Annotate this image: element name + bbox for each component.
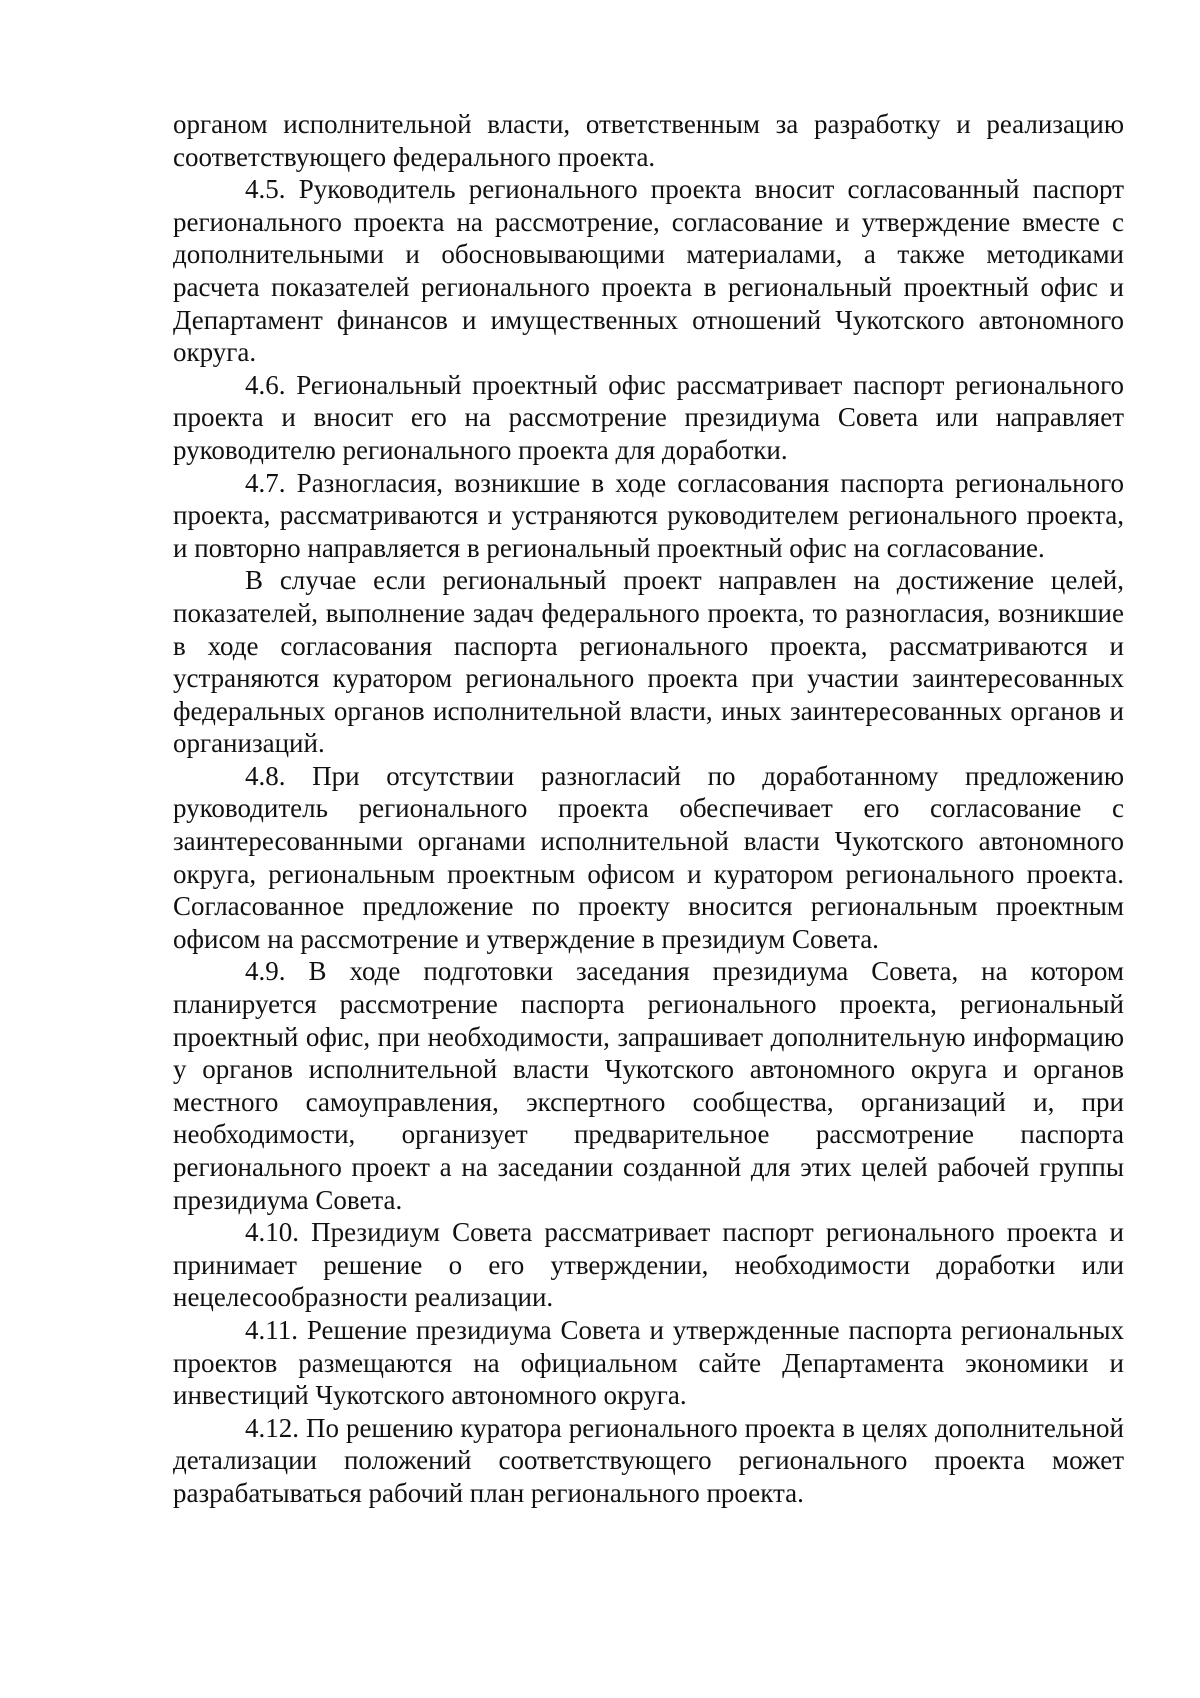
paragraph-continuation: органом исполнительной власти, ответственным за разработку и реализацию соответствующего федерального проекта.: [173, 109, 1124, 172]
paragraph-4-7-disagreement: В случае если региональный проект направлен на достижение целей, показателей, выполнение задач федерального проекта, то разногласия, возникшие в ходе согласования паспорта регионального проекта, рассматриваются и устраняются куратором регионального проекта при участии заинтересованных федеральных органов исполнительной власти, иных заинтересованных органов и организаций.: [173, 565, 1124, 759]
paragraph-4-10: 4.10. Президиум Совета рассматривает паспорт регионального проекта и принимает решение о его утверждении, необходимости доработки или нецелесообразности реализации.: [173, 1217, 1124, 1313]
paragraph-4-12: 4.12. По решению куратора регионального проекта в целях дополнительной детализации положений соответствующего регионального проекта может разрабатываться рабочий план регионального проекта.: [173, 1412, 1124, 1508]
paragraph-4-5: 4.5. Руководитель регионального проекта вносит согласованный паспорт регионального проекта на рассмотрение, согласование и утверждение вместе с дополнительными и обосновывающими материалами, а также методиками расчета показателей регионального проекта в региональный проектный офис и Департамент финансов и имущественных отношений Чукотского автономного округа.: [173, 174, 1124, 368]
document-page: [173, 108, 1124, 1510]
paragraph-4-11: 4.11. Решение президиума Совета и утвержденные паспорта региональных проектов размещаются на официальном сайте Департамента экономики и инвестиций Чукотского автономного округа.: [173, 1314, 1124, 1411]
paragraph-4-7: 4.7. Разногласия, возникшие в ходе согласования паспорта регионального проекта, рассматриваются и устраняются руководителем регионального проекта, и повторно направляется в региональный проектный офис на согласование.: [173, 467, 1124, 563]
paragraph-4-8: 4.8. При отсутствии разногласий по доработанному предложению руководитель регионального проекта обеспечивает его согласование с заинтересованными органами исполнительной власти Чукотского автономного округа, региональным проектным офисом и куратором регионального проекта. Согласованное предложение по проекту вносится региональным проектным офисом на рассмотрение и утверждение в президиум Совета.: [173, 760, 1124, 954]
paragraph-4-9: 4.9. В ходе подготовки заседания президиума Совета, на котором планируется рассмотрение паспорта регионального проекта, региональный проектный офис, при необходимости, запрашивает дополнительную информацию у органов исполнительной власти Чукотского автономного округа и органов местного самоуправления, экспертного сообщества, организаций и, при необходимости, организует предварительное рассмотрение паспорта регионального проект а на заседании созданной для этих целей рабочей группы президиума Совета.: [173, 956, 1124, 1215]
paragraph-4-6: 4.6. Региональный проектный офис рассматривает паспорт регионального проекта и вносит его на рассмотрение президиума Совета или направляет руководителю регионального проекта для доработки.: [173, 369, 1124, 465]
